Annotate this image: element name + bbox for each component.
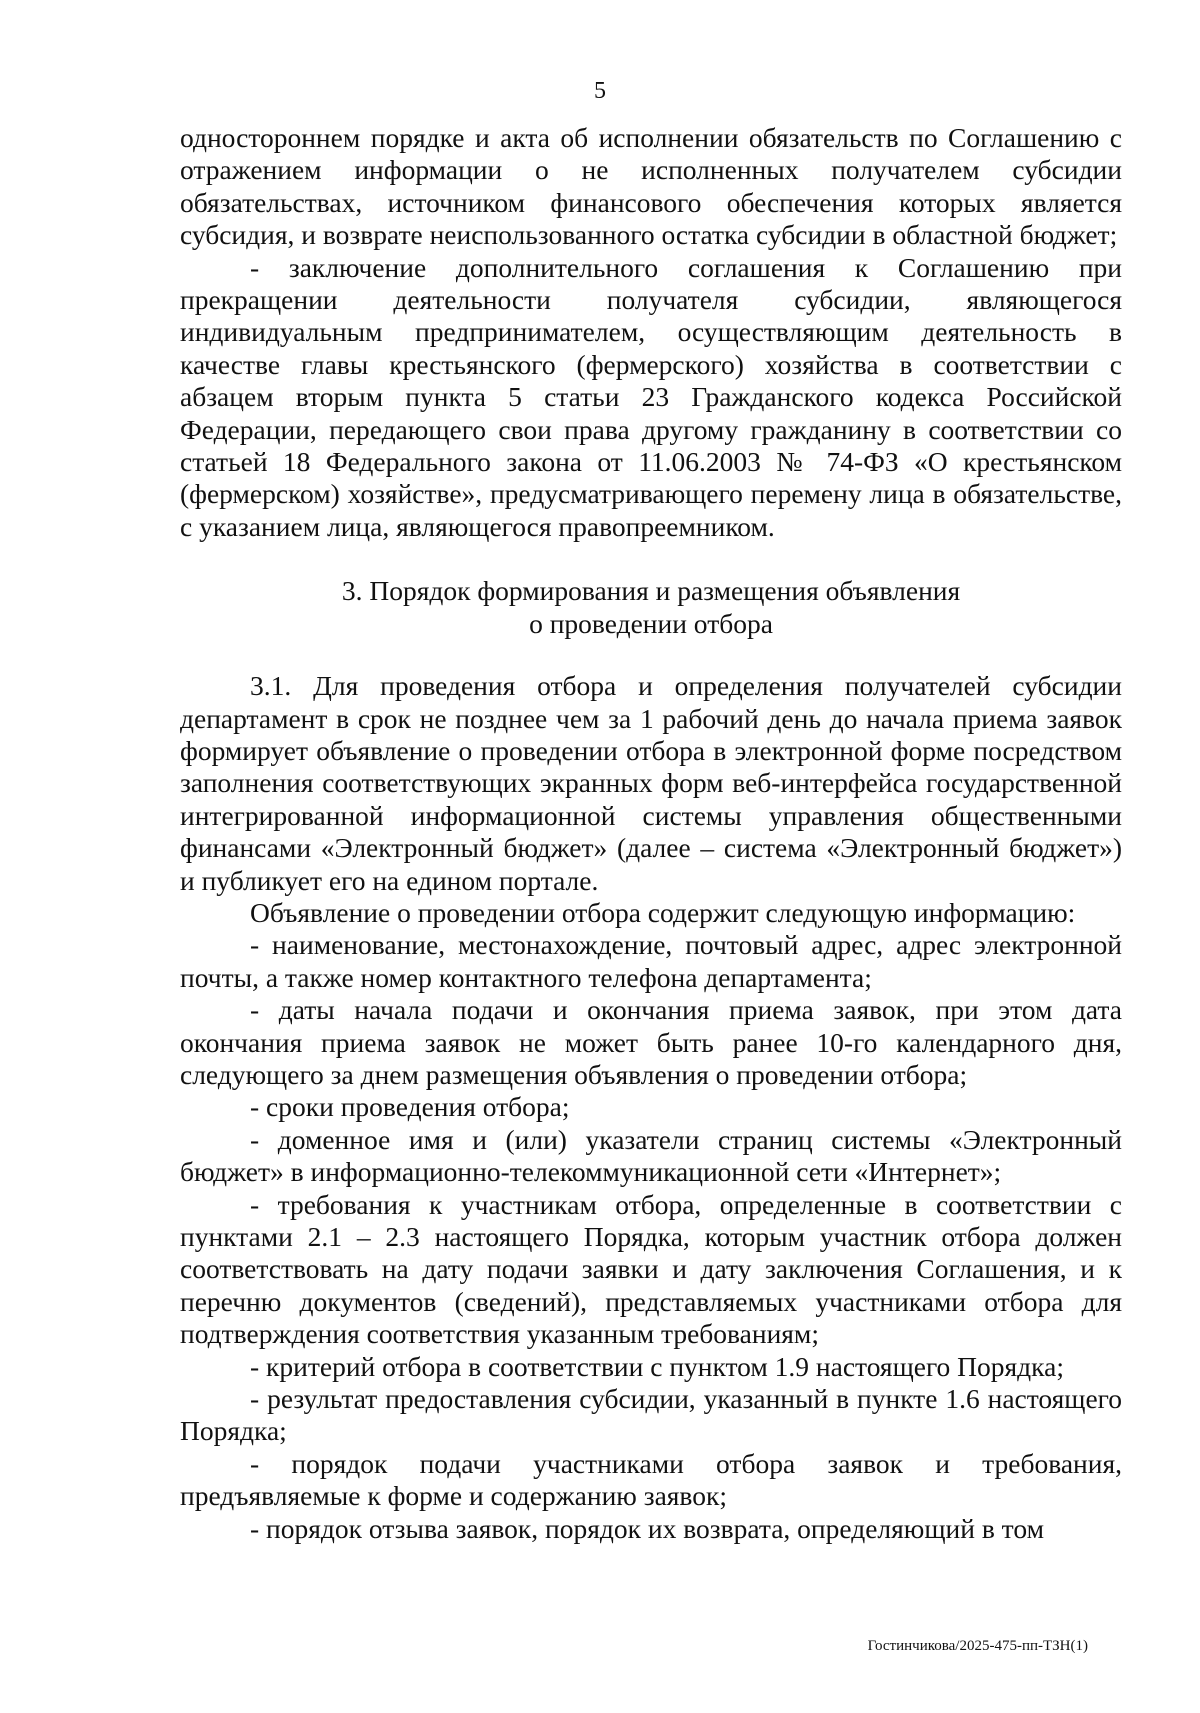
document-body	[180, 122, 1122, 1545]
list-item: - порядок подачи участниками отбора заявок и требования, предъявляемые к форме и содержанию заявок;	[180, 1447, 1122, 1512]
list-item: - результат предоставления субсидии, указанный в пункте 1.6 настоящего Порядка;	[180, 1383, 1122, 1447]
list-item: - даты начала подачи и окончания приема заявок, при этом дата окончания приема заявок не может быть ранее 10-го календарного дня, следующего за днем размещения объявления о проведении отбора;	[180, 994, 1122, 1090]
list-item: - доменное имя и (или) указатели страниц системы «Электронный бюджет» в информационно-телекоммуникационной сети «Интернет»;	[180, 1123, 1122, 1188]
paragraph: одностороннем порядке и акта об исполнении обязательств по Соглашению с отражением информации о не исполненных получателем субсидии обязательствах, источником финансового обеспечения которых является субсидия, и возврате неиспользованного остатка субсидии в областной бюджет;	[180, 122, 1122, 251]
list-item: - критерий отбора в соответствии с пунктом 1.9 настоящего Порядка;	[250, 1350, 1064, 1382]
paragraph: 3.1. Для проведения отбора и определения получателей субсидии департамент в срок не позднее чем за 1 рабочий день до начала приема заявок формирует объявление о проведении отбора в электронной форме посредством заполнения соответствующих экранных форм веб-интерфейса государственной интегрированной информационной системы управления общественными финансами «Электронный бюджет» (далее – система «Электронный бюджет») и публикует его на едином портале.	[180, 670, 1122, 896]
list-item: - порядок отзыва заявок, порядок их возврата, определяющий в том	[250, 1512, 1044, 1544]
list-item: - заключение дополнительного соглашения к Соглашению при прекращении деятельности получателя субсидии, являющегося индивидуальным предпринимателем, осуществляющим деятельность в качестве главы крестьянского (фермерского) хозяйства в соответствии с абзацем вторым пункта 5 статьи 23 Гражданского кодекса Российской Федерации, передающего свои права другому гражданину в соответствии со статьей 18 Федерального закона от 11.06.2003 № 74-ФЗ «О крестьянском (фермерском) хозяйстве», предусматривающего перемену лица в обязательстве, с указанием лица, являющегося правопреемником.	[180, 251, 1122, 542]
section-heading-line: о проведении отбора	[529, 607, 773, 639]
document-footer-id: Гостинчикова/2025-475-пп-ТЗН(1)	[867, 1638, 1088, 1654]
page-number: 5	[594, 78, 606, 104]
section-heading-line: 3. Порядок формирования и размещения объявления	[341, 575, 961, 607]
paragraph: Объявление о проведении отбора содержит следующую информацию:	[250, 896, 1076, 928]
list-item: - наименование, местонахождение, почтовый адрес, адрес электронной почты, а также номер контактного телефона департамента;	[180, 929, 1122, 993]
list-item: - сроки проведения отбора;	[250, 1091, 570, 1123]
list-item: - требования к участникам отбора, определенные в соответствии с пунктами 2.1 – 2.3 настоящего Порядка, которым участник отбора должен соответствовать на дату подачи заявки и дату заключения Соглашения, и к перечню документов (сведений), представляемых участниками отбора для подтверждения соответствия указанным требованиям;	[180, 1188, 1122, 1350]
section-heading	[180, 575, 1122, 640]
